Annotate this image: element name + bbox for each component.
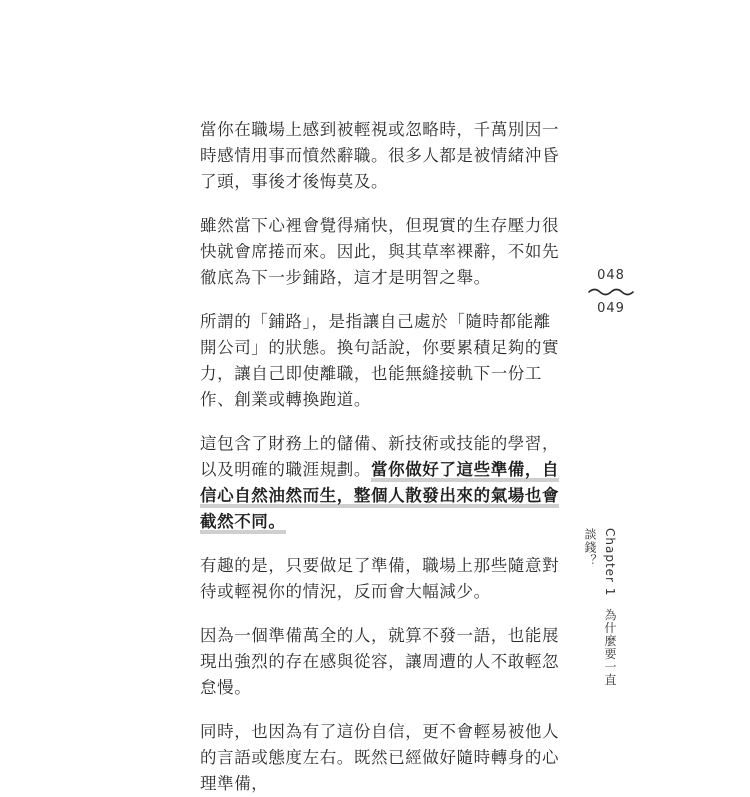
chapter-title: 為什麼要一直談錢？ [583,528,617,687]
paragraph-text: 這包含了財務上的儲備、新技術或技能的學習，以及明確的職涯規劃。 [200,434,560,479]
paragraph-text: 所謂的「鋪路」，是指讓自己處於「隨時都能離開公司」的狀態。換句話說，你要累積足夠的實力，讓自己即使離職，也能無縫接軌下一份工作、創業或轉換跑道。 [200,312,560,409]
chapter-label: Chapter 1 [603,528,617,597]
wave-divider-icon [588,287,634,297]
highlighted-text: 當你做好了這些準備，自信心自然油然而生，整個人散發出來的氣場也會截然不同。 [200,460,559,534]
paragraph-text: 同時，也因為有了這份自信，更不會輕易被他人的言語或態度左右。既然已經做好隨時轉身的心理準備， [200,722,560,793]
paragraph-text: 因為一個準備萬全的人，就算不發一語，也能展現出強烈的存在感與從容，讓周遭的人不敢輕忽怠慢。 [200,626,560,697]
paragraph [200,431,565,535]
paragraph [200,213,565,291]
paragraph [200,309,565,413]
body-text [200,117,565,797]
paragraph [200,719,565,797]
paragraph [200,553,565,605]
paragraph [200,623,565,701]
paragraph-text: 當你在職場上感到被輕視或忽略時，千萬別因一時感情用事而憤然辭職。很多人都是被情緒沖昏了頭，事後才後悔莫及。 [200,120,560,191]
paragraph-text: 雖然當下心裡會覺得痛快，但現實的生存壓力很快就會席捲而來。因此，與其草率裸辭，不如先徹底為下一步鋪路，這才是明智之舉。 [200,216,560,287]
page-numbers [586,268,636,317]
right-page-number: 049 [597,301,625,316]
left-page-number: 048 [597,268,625,283]
paragraph [200,117,565,195]
paragraph-text: 有趣的是，只要做足了準備，職場上那些隨意對待或輕視你的情況，反而會大幅減少。 [200,556,560,601]
running-head [583,528,620,698]
